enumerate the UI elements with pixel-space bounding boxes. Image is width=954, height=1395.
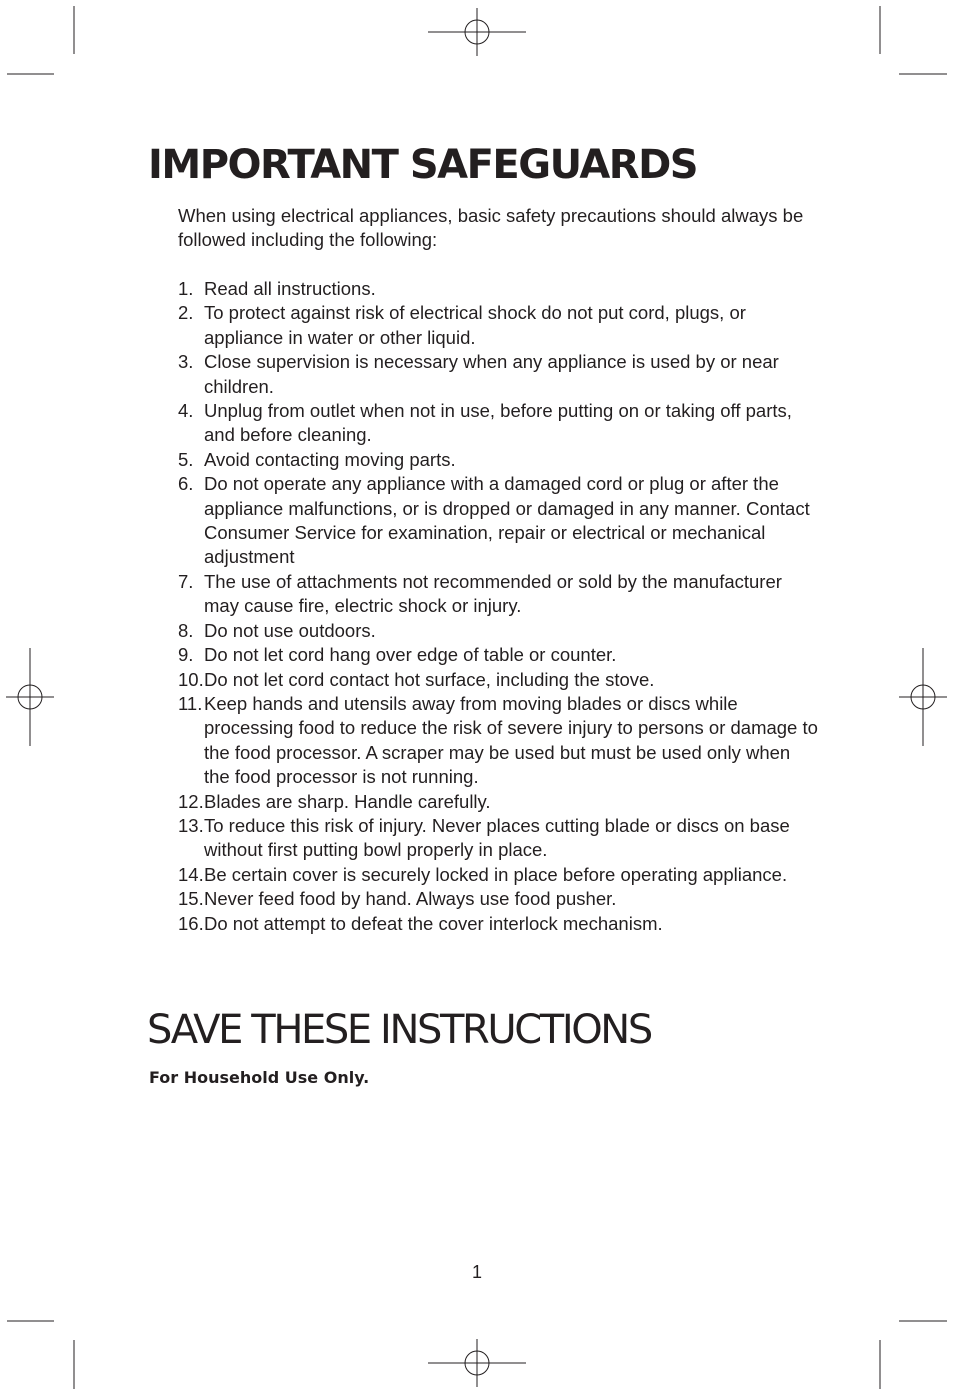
- household-note: For Household Use Only.: [149, 1068, 370, 1087]
- list-item-number: 16.: [178, 912, 204, 934]
- list-item-number: 8.: [178, 619, 194, 641]
- list-item-text: Keep hands and utensils away from moving blades or discs while processing food to reduce the risk of severe injury to persons or damage to the food processor. A scraper may be used but must be used only when the food processor is not running.: [204, 692, 818, 788]
- list-item-text: Unplug from outlet when not in use, before putting on or taking off parts, and before cleaning.: [204, 400, 792, 446]
- list-item-text: Do not attempt to defeat the cover interlock mechanism.: [204, 912, 663, 934]
- save-instructions-heading: SAVE THESE INSTRUCTIONS: [147, 1007, 651, 1053]
- list-item-text: The use of attachments not recommended or sold by the manufacturer may cause fire, electric shock or injury.: [204, 570, 782, 617]
- list-item: [178, 399, 818, 448]
- list-item: [178, 912, 818, 936]
- list-item-number: 5.: [178, 448, 194, 470]
- list-item-text: Do not use outdoors.: [204, 619, 376, 641]
- list-item-text: Do not let cord hang over edge of table or counter.: [204, 644, 617, 666]
- list-item-text: Avoid contacting moving parts.: [204, 448, 456, 470]
- list-item: [178, 790, 818, 814]
- list-item: [178, 887, 818, 911]
- list-item: [178, 814, 818, 863]
- list-item-number: 12.: [178, 790, 204, 812]
- list-item: [178, 863, 818, 887]
- list-item-text: Never feed food by hand. Always use food pusher.: [204, 888, 617, 910]
- page-number: 1: [471, 1262, 482, 1282]
- list-item: [178, 570, 818, 619]
- list-item-text: Do not let cord contact hot surface, including the stove.: [204, 668, 655, 690]
- list-item: [178, 350, 818, 399]
- list-item-text: Blades are sharp. Handle carefully.: [204, 790, 491, 812]
- list-item-number: 3.: [178, 351, 194, 373]
- list-item-number: 9.: [178, 644, 194, 666]
- list-item-number: 4.: [178, 400, 194, 422]
- page-title: IMPORTANT SAFEGUARDS: [148, 142, 698, 188]
- list-item-text: Read all instructions.: [204, 278, 376, 299]
- list-item-number: 14.: [178, 863, 204, 885]
- list-item-number: 6.: [178, 473, 194, 495]
- list-item: [178, 619, 818, 643]
- list-item-text: Do not operate any appliance with a damaged cord or plug or after the appliance malfunctions, or is dropped or damaged in any manner. Contact Consumer Service for examination, repair or electrical or mechanical adjustment: [204, 473, 810, 568]
- list-item-number: 1.: [178, 278, 194, 299]
- list-item: [178, 692, 818, 790]
- list-item-number: 13.: [178, 814, 204, 836]
- list-item: [178, 668, 818, 692]
- list-item-number: 2.: [178, 302, 194, 324]
- list-item: [178, 472, 818, 570]
- list-item-text: Close supervision is necessary when any appliance is used by or near children.: [204, 351, 779, 397]
- list-item: [178, 277, 818, 301]
- safeguard-list: [178, 277, 818, 936]
- list-item-number: 11.: [178, 692, 203, 714]
- intro-paragraph: When using electrical appliances, basic safety precautions should always be followed including the following:: [178, 205, 804, 251]
- list-item-text: Be certain cover is securely locked in place before operating appliance.: [204, 863, 788, 885]
- list-item-number: 15.: [178, 888, 204, 910]
- list-item-text: To protect against risk of electrical shock do not put cord, plugs, or appliance in water or other liquid.: [204, 302, 746, 348]
- list-item-number: 10.: [178, 668, 204, 690]
- list-item: [178, 643, 818, 667]
- list-item-number: 7.: [178, 570, 194, 592]
- list-item: [178, 301, 818, 350]
- list-item-text: To reduce this risk of injury. Never places cutting blade or discs on base without first putting bowl properly in place.: [204, 814, 790, 861]
- list-item: [178, 448, 818, 472]
